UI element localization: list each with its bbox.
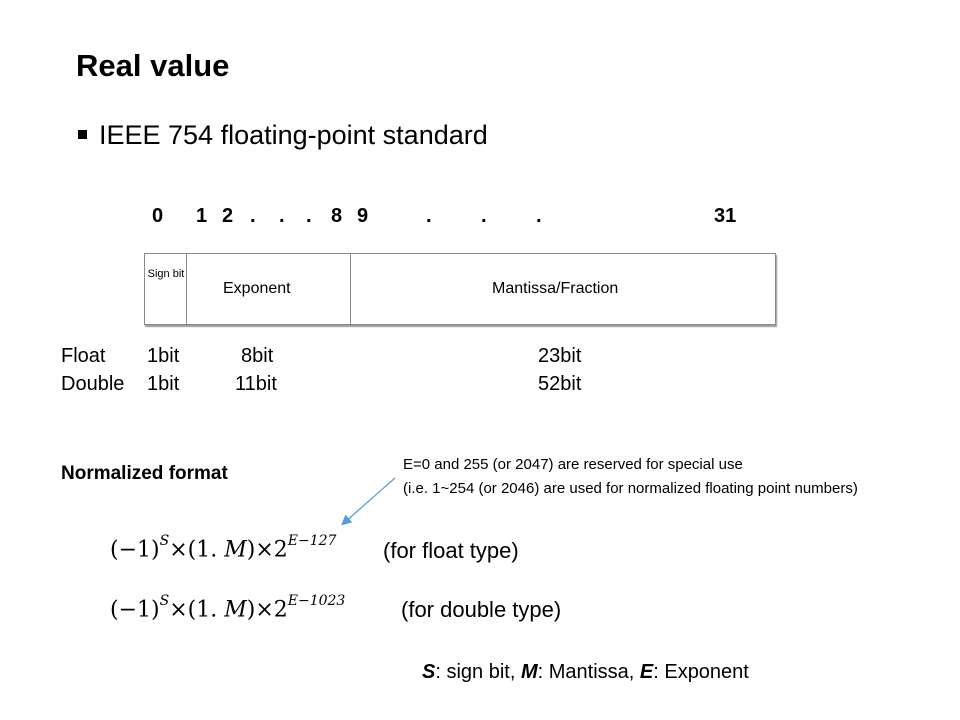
bit-position-label: 8 [331, 205, 343, 227]
sign-bit-label: Sign bit [147, 268, 185, 280]
row-exponent-double: 11bit [235, 373, 277, 395]
double-formula: $(-1)^S\times(1$. $M)\times 2^{E-1023}$ [110, 593, 346, 623]
bit-position-label: . [536, 205, 542, 227]
bit-position-label: 2 [222, 205, 234, 227]
bit-position-label: 31 [714, 205, 737, 227]
bit-position-label: 9 [357, 205, 369, 227]
callout-arrow-icon [335, 470, 405, 530]
row-type-float: Float [61, 345, 106, 367]
bit-position-label: . [481, 205, 487, 227]
double-formula-note: (for double type) [401, 597, 562, 622]
bit-position-label: . [279, 205, 285, 227]
row-mantissa-double: 52bit [538, 373, 582, 395]
float-formula: $(-1)^S\times(1$. $M)\times 2^{E-127}$ [110, 533, 337, 563]
row-sign-float: 1bit [147, 345, 180, 367]
exponent-label: Exponent [223, 280, 291, 297]
slide-title: Real value [76, 48, 230, 83]
mantissa-label: Mantissa/Fraction [492, 280, 619, 297]
bit-position-label: . [306, 205, 312, 227]
bit-position-label: 1 [196, 205, 208, 227]
row-type-double: Double [61, 373, 125, 395]
note-line-1: E=0 and 255 (or 2047) are reserved for special use [403, 456, 743, 473]
bit-position-label: . [426, 205, 432, 227]
note-line-2: (i.e. 1~254 (or 2046) are used for normalized floating point numbers) [403, 480, 858, 497]
field-divider [350, 254, 351, 326]
bullet-square-icon [78, 130, 87, 139]
normalized-format-title: Normalized format [61, 463, 228, 484]
bullet-text: IEEE 754 floating-point standard [99, 120, 488, 150]
row-exponent-float: 8bit [241, 345, 274, 367]
symbol-legend: S: sign bit, M: Mantissa, E: Exponent [422, 661, 749, 683]
row-mantissa-float: 23bit [538, 345, 582, 367]
field-divider [186, 254, 187, 326]
float-formula-note: (for float type) [383, 538, 519, 563]
bit-position-label: . [250, 205, 256, 227]
bit-position-label: 0 [152, 205, 164, 227]
row-sign-double: 1bit [147, 373, 180, 395]
